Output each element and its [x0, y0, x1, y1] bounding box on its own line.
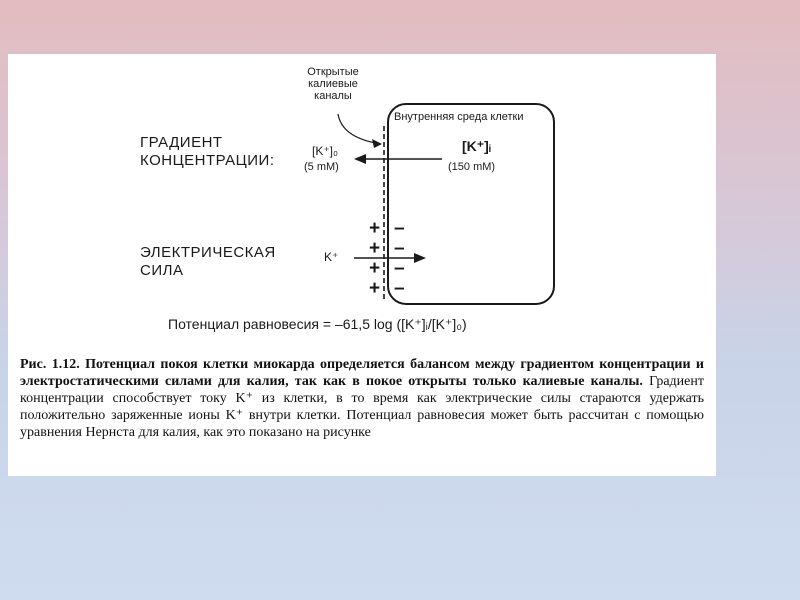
minus-sign: –: [394, 278, 405, 299]
figure-caption: [20, 356, 704, 441]
minus-sign: –: [394, 218, 405, 239]
plus-sign: +: [369, 258, 381, 279]
open-channels-line-1: Открытые: [307, 66, 359, 78]
electric-heading-line-1: ЭЛЕКТРИЧЕСКАЯ: [140, 244, 276, 261]
gradient-heading-line-2: КОНЦЕНТРАЦИИ:: [140, 152, 275, 169]
equilibrium-potential-equation: Потенциал равновесия = –61,5 log ([K⁺]ᵢ/[K⁺]₀): [168, 316, 467, 332]
gradient-arrowhead: [354, 154, 366, 164]
plus-sign: +: [369, 218, 381, 239]
open-channels-line-2: калиевые: [308, 78, 358, 90]
caption-normal-part: Градиент концентрации способствует току K⁺ из клетки, в то время как электрические силы стараются удержать положительно заряженные ионы K⁺ внутри клетки. Потенциал равновесия может быть рассчитан с помощью уравнения Нернста для калия, как это показано на рисунке: [20, 374, 704, 440]
k-ion-label: K⁺: [324, 250, 339, 264]
channel-pointer-arrow: [338, 114, 380, 144]
k-inside-concentration: (150 mM): [448, 161, 496, 173]
gradient-heading-line-1: ГРАДИЕНТ: [140, 134, 223, 151]
plus-sign: +: [369, 278, 381, 299]
open-channels-line-3: каналы: [314, 90, 352, 102]
k-inside-label: [K⁺]ᵢ: [462, 138, 491, 154]
cell-outline: [388, 104, 554, 304]
inside-cell-label: Внутренняя среда клетки: [394, 111, 524, 123]
slide-content: [8, 54, 716, 476]
minus-sign: –: [394, 258, 405, 279]
gradient-heading: [140, 134, 275, 170]
caption-bold-part: Рис. 1.12. Потенциал покоя клетки миокарда определяется балансом между градиентом концентрации и электростатическими силами для калия, так как в покое открыты только калиевые каналы.: [20, 357, 704, 389]
electric-heading-line-2: СИЛА: [140, 262, 184, 279]
electric-arrowhead: [414, 253, 426, 263]
open-channels-label: [298, 66, 368, 102]
channel-pointer-arrowhead: [372, 139, 382, 148]
k-outside-concentration: (5 mM): [304, 161, 339, 173]
minus-sign: –: [394, 238, 405, 259]
k-outside-label: [K⁺]₀: [312, 144, 338, 158]
plus-sign: +: [369, 238, 381, 259]
electric-force-heading: [140, 244, 276, 280]
